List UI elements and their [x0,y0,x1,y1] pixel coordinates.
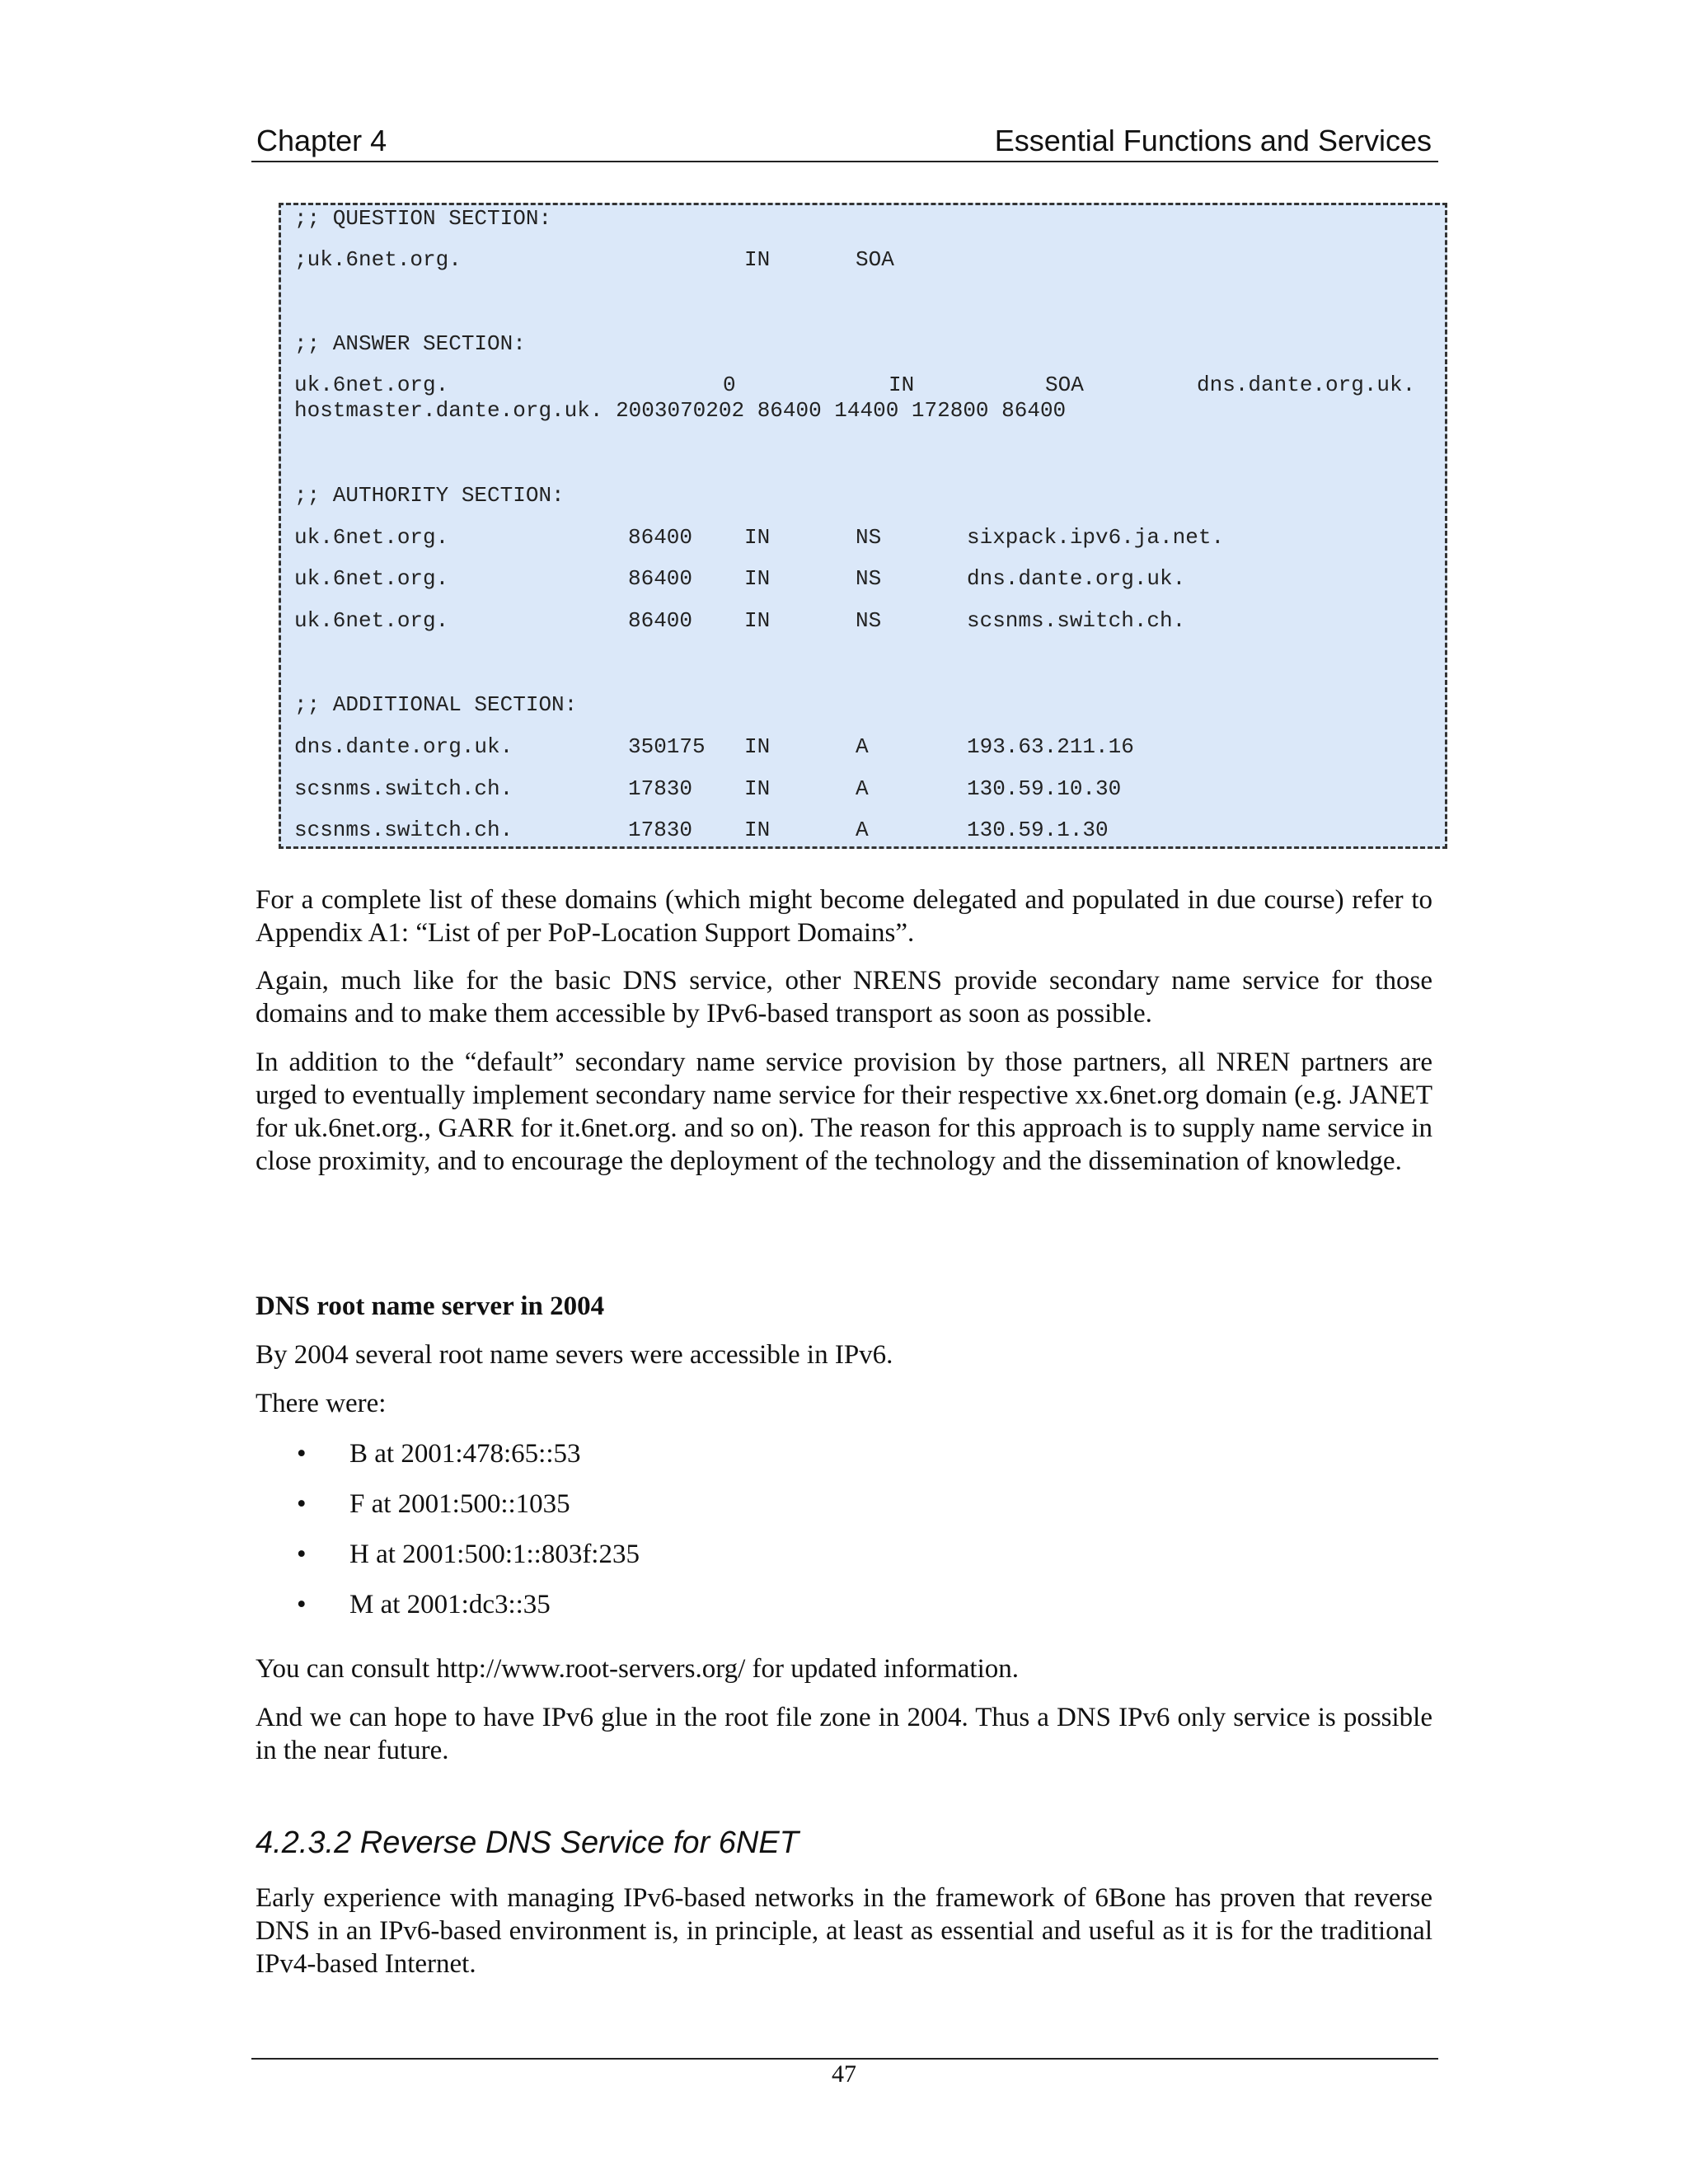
code-cell: scsnms.switch.ch. [967,608,1186,633]
code-cell: IN [744,247,771,272]
authority-section-header: ;; AUTHORITY SECTION: [294,483,565,508]
code-cell: IN [744,525,771,550]
code-cell: 86400 [628,566,693,591]
answer-continuation: hostmaster.dante.org.uk. 2003070202 86400 14400 172800 86400 [294,398,1067,423]
code-cell: A [856,776,869,801]
list-item-text: B at 2001:478:65::53 [349,1439,581,1469]
code-cell: 130.59.10.30 [967,776,1122,801]
code-cell: scsnms.switch.ch. [294,776,513,801]
bullet-icon: • [297,1439,307,1469]
code-cell: dns.dante.org.uk. [294,734,513,759]
paragraph: Early experience with managing IPv6-based networks in the framework of 6Bone has proven that reverse DNS in an IPv6-based environment is, in principle, at least as essential and useful as it is for the traditional IPv4-based Internet. [256,1883,1432,1979]
code-cell: sixpack.ipv6.ja.net. [967,525,1225,550]
bullet-icon: • [297,1590,307,1619]
code-cell: IN [744,818,771,842]
code-cell: dns.dante.org.uk. [967,566,1186,591]
code-cell: ;uk.6net.org. [294,247,462,272]
paragraph: In addition to the “default” secondary name service provision by those partners, all NREN partners are urged to eventually implement secondary name service for their respective xx.6net.org domain (e.g. JANET for uk.6net.org., GARR for it.6net.org. and so on). The reason for this approach is to supply name service in close proximity, and to encourage the deployment of the technology and the dissemination of knowledge. [256,1047,1432,1176]
list-item-text: M at 2001:dc3::35 [349,1590,551,1619]
code-cell: 86400 [628,525,693,550]
code-cell: IN [889,373,915,397]
paragraph: For a complete list of these domains (which might become delegated and populated in due course) refer to Appendix A1: “List of per PoP-Location Support Domains”. [256,885,1432,948]
code-cell: SOA [1045,373,1084,397]
additional-section-header: ;; ADDITIONAL SECTION: [294,692,578,717]
paragraph: Again, much like for the basic DNS service, other NRENS provide secondary name service for those domains and to make them accessible by IPv6-based transport as soon as possible. [256,966,1432,1029]
page-number: 47 [832,2060,856,2088]
code-cell: IN [744,734,771,759]
code-cell: IN [744,566,771,591]
code-cell: NS [856,525,882,550]
code-cell: uk.6net.org. [294,373,449,397]
page-header [251,120,1438,162]
answer-section-header: ;; ANSWER SECTION: [294,331,526,356]
code-cell: 193.63.211.16 [967,734,1134,759]
code-cell: uk.6net.org. [294,525,449,550]
code-cell: 17830 [628,818,693,842]
question-section-header: ;; QUESTION SECTION: [294,206,552,231]
paragraph: By 2004 several root name severs were accessible in IPv6. [256,1340,893,1370]
dig-output-code-block [279,203,1447,849]
code-cell: NS [856,566,882,591]
code-cell: A [856,734,869,759]
code-cell: IN [744,608,771,633]
paragraph: And we can hope to have IPv6 glue in the root file zone in 2004. Thus a DNS IPv6 only service is possible in the near future. [256,1703,1432,1765]
list-item-text: F at 2001:500::1035 [349,1489,570,1519]
bullet-icon: • [297,1540,307,1569]
code-cell: A [856,818,869,842]
code-cell: uk.6net.org. [294,566,449,591]
paragraph: There were: [256,1389,387,1418]
code-cell: 130.59.1.30 [967,818,1109,842]
code-cell: NS [856,608,882,633]
bullet-icon: • [297,1489,307,1519]
list-item-text: H at 2001:500:1::803f:235 [349,1540,640,1569]
subsection-heading: 4.2.3.2 Reverse DNS Service for 6NET [256,1825,799,1860]
code-cell: 350175 [628,734,706,759]
code-cell: SOA [856,247,894,272]
code-cell: uk.6net.org. [294,608,449,633]
code-cell: IN [744,776,771,801]
code-cell: 17830 [628,776,693,801]
header-divider [251,161,1438,162]
section-heading-bold: DNS root name server in 2004 [256,1291,605,1321]
code-cell: dns.dante.org.uk. [1197,373,1416,397]
chapter-title: Essential Functions and Services [994,124,1432,157]
footer-divider [251,2058,1438,2060]
paragraph: You can consult http://www.root-servers.org/ for updated information. [256,1654,1019,1684]
code-cell: scsnms.switch.ch. [294,818,513,842]
chapter-label: Chapter 4 [256,124,387,157]
code-cell: 0 [723,373,736,397]
code-cell: 86400 [628,608,693,633]
